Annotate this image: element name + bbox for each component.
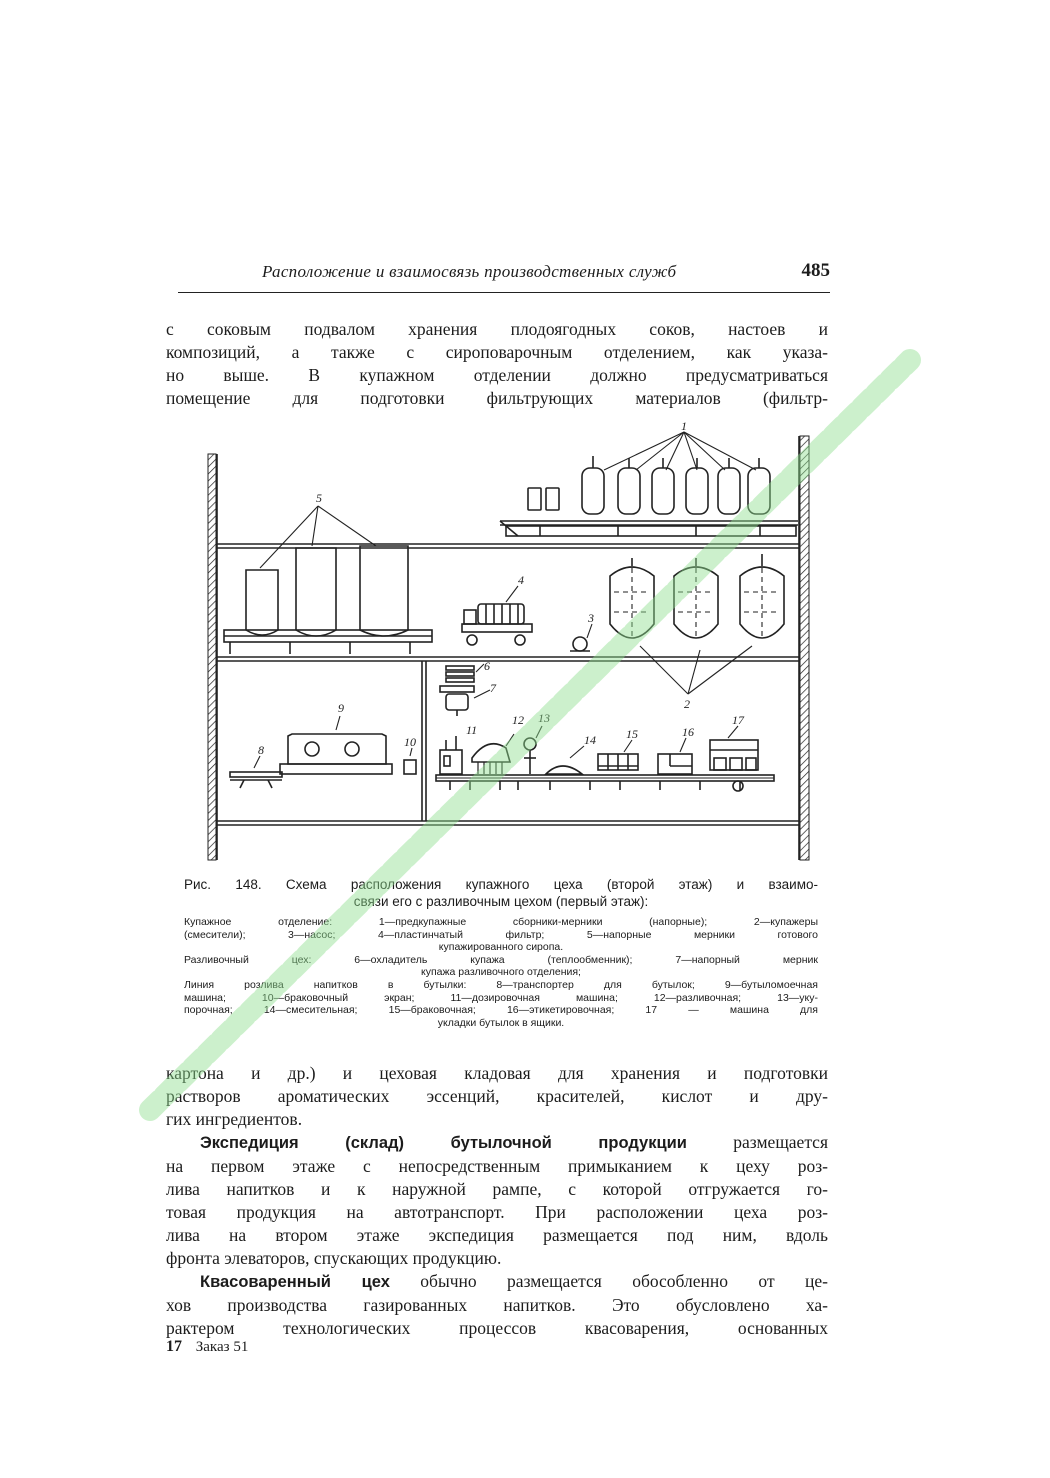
- callout-13: 13: [538, 711, 550, 725]
- running-title: Расположение и взаимосвязь производственных служб: [262, 262, 677, 281]
- legend-line: (смесители); 3—насос; 4—пластинчатый фильтр; 5—напорные мерники готового: [184, 928, 818, 941]
- text-line: хов производства газированных напитков. Это обусловлено ха-: [166, 1295, 828, 1315]
- item-15-inspection-machine: [598, 740, 638, 770]
- callout-12: 12: [512, 713, 524, 727]
- signature-mark: 17: [166, 1338, 182, 1355]
- building-walls: [208, 436, 809, 860]
- text-line: рактером технологических процессов квасоварения, основанных: [166, 1318, 828, 1338]
- text-line: картона и др.) и цеховая кладовая для хранения и подготовки: [166, 1063, 828, 1083]
- caption-line: связи его с разливочным цехом (первый этаж):: [353, 894, 649, 909]
- item-14-mixing-machine: [546, 746, 584, 774]
- bold-term: Экспедиция (склад) бутылочной продукции: [200, 1134, 687, 1152]
- item-4-plate-filter: [462, 586, 532, 645]
- legend-line: машина; 10—браковочный экран; 11—дозировочная машина; 12—разливочная; 13—уку-: [184, 991, 818, 1004]
- text-line: но выше. В купажном отделении должно предусматриваться: [166, 365, 828, 385]
- legend-line: укладки бутылок в ящики.: [437, 1016, 565, 1029]
- callout-6: 6: [484, 659, 490, 673]
- figure-caption: [184, 876, 818, 910]
- item-17-crate-packer: [710, 726, 758, 770]
- item-6-cooler: [446, 664, 484, 682]
- text-fragment: обычно размещается обособленно от це-: [389, 1271, 828, 1291]
- item-2-blenders: [610, 554, 784, 694]
- text-line: растворов ароматических эссенций, красителей, кислот и дру-: [166, 1086, 828, 1106]
- callout-5: 5: [316, 491, 322, 505]
- text-line: с соковым подвалом хранения плодоягодных соков, настоев и: [166, 319, 828, 339]
- item-12-filling-machine: [472, 734, 514, 774]
- item-9-bottle-washer: [280, 716, 392, 774]
- text-line: помещение для подготовки фильтрующих материалов (фильтр-: [166, 388, 828, 408]
- text-line: [166, 1131, 828, 1155]
- floor-slabs: [217, 521, 799, 825]
- text-line: [166, 1270, 828, 1294]
- callout-10: 10: [404, 735, 416, 749]
- bold-term: Квасоваренный цех: [200, 1273, 390, 1291]
- callout-16: 16: [682, 725, 694, 739]
- item-16-labeling-machine: [658, 738, 692, 774]
- text-line: композиций, а также с сироповарочным отделением, как указа-: [166, 342, 828, 362]
- text-line: на первом этаже с непосредственным примыканием к цеху роз-: [166, 1156, 828, 1176]
- running-header: [178, 258, 830, 293]
- callout-4: 4: [518, 573, 524, 587]
- item-7-measuring-tank: [440, 686, 490, 716]
- text-line: лива напитков и к наружной рампе, с которой отгружается го-: [166, 1179, 828, 1199]
- text-line: лива на втором этаже экспедиция размещается под ним, вдоль: [166, 1225, 828, 1245]
- item-11-dosing-machine: [440, 736, 462, 774]
- legend-line: порочная; 14—смесительная; 15—браковочная; 16—этикетировочная; 17 — машина для: [184, 1004, 818, 1017]
- callout-7: 7: [490, 681, 496, 695]
- item-3-pump: [570, 624, 592, 651]
- legend-line: купажированного сиропа.: [438, 941, 564, 954]
- paragraph-bottom: [166, 1062, 828, 1340]
- text-line: гих ингредиентов.: [166, 1109, 303, 1129]
- print-footer: [166, 1338, 248, 1356]
- callout-11: 11: [466, 723, 478, 737]
- item-13-capping-machine: [524, 726, 542, 774]
- callout-1: 1: [681, 419, 687, 433]
- callout-2: 2: [684, 697, 690, 711]
- item-5-pressure-tanks: [224, 506, 432, 654]
- text-line: товая продукция на автотранспорт. При расположении цеха роз-: [166, 1202, 828, 1222]
- legend-line: Купажное отделение: 1—предкупажные сборники-мерники (напорные); 2—купажеры: [184, 916, 818, 928]
- page-number: 485: [801, 260, 830, 281]
- text-fragment: размещается: [686, 1132, 829, 1152]
- caption-line: Рис. 148. Схема расположения купажного цеха (второй этаж) и взаимо-: [184, 877, 818, 892]
- conveyor-line: [436, 775, 774, 791]
- legend-line: Линия розлива напитков в бутылки: 8—транспортер для бутылок; 9—бутыломоечная: [184, 978, 818, 991]
- callout-3: 3: [588, 611, 594, 625]
- legend-line: Разливочный цех: 6—охладитель купажа (теплообменник); 7—напорный мерник: [184, 953, 818, 966]
- callout-9: 9: [338, 701, 344, 715]
- figure-legend: [184, 916, 818, 1029]
- callout-14: 14: [584, 733, 596, 747]
- legend-line: купажа разливочного отделения;: [421, 966, 581, 979]
- item-8-bottle-conveyor: [230, 756, 282, 788]
- text-line: фронта элеваторов, спускающих продукцию.: [166, 1248, 502, 1268]
- order-number: Заказ 51: [195, 1339, 249, 1355]
- figure-148-diagram: [200, 418, 826, 866]
- item-10-inspection-screen: [404, 748, 416, 774]
- callout-15: 15: [626, 727, 638, 741]
- paragraph-top: [166, 318, 828, 410]
- callout-17: 17: [732, 713, 744, 727]
- callout-8: 8: [258, 743, 264, 757]
